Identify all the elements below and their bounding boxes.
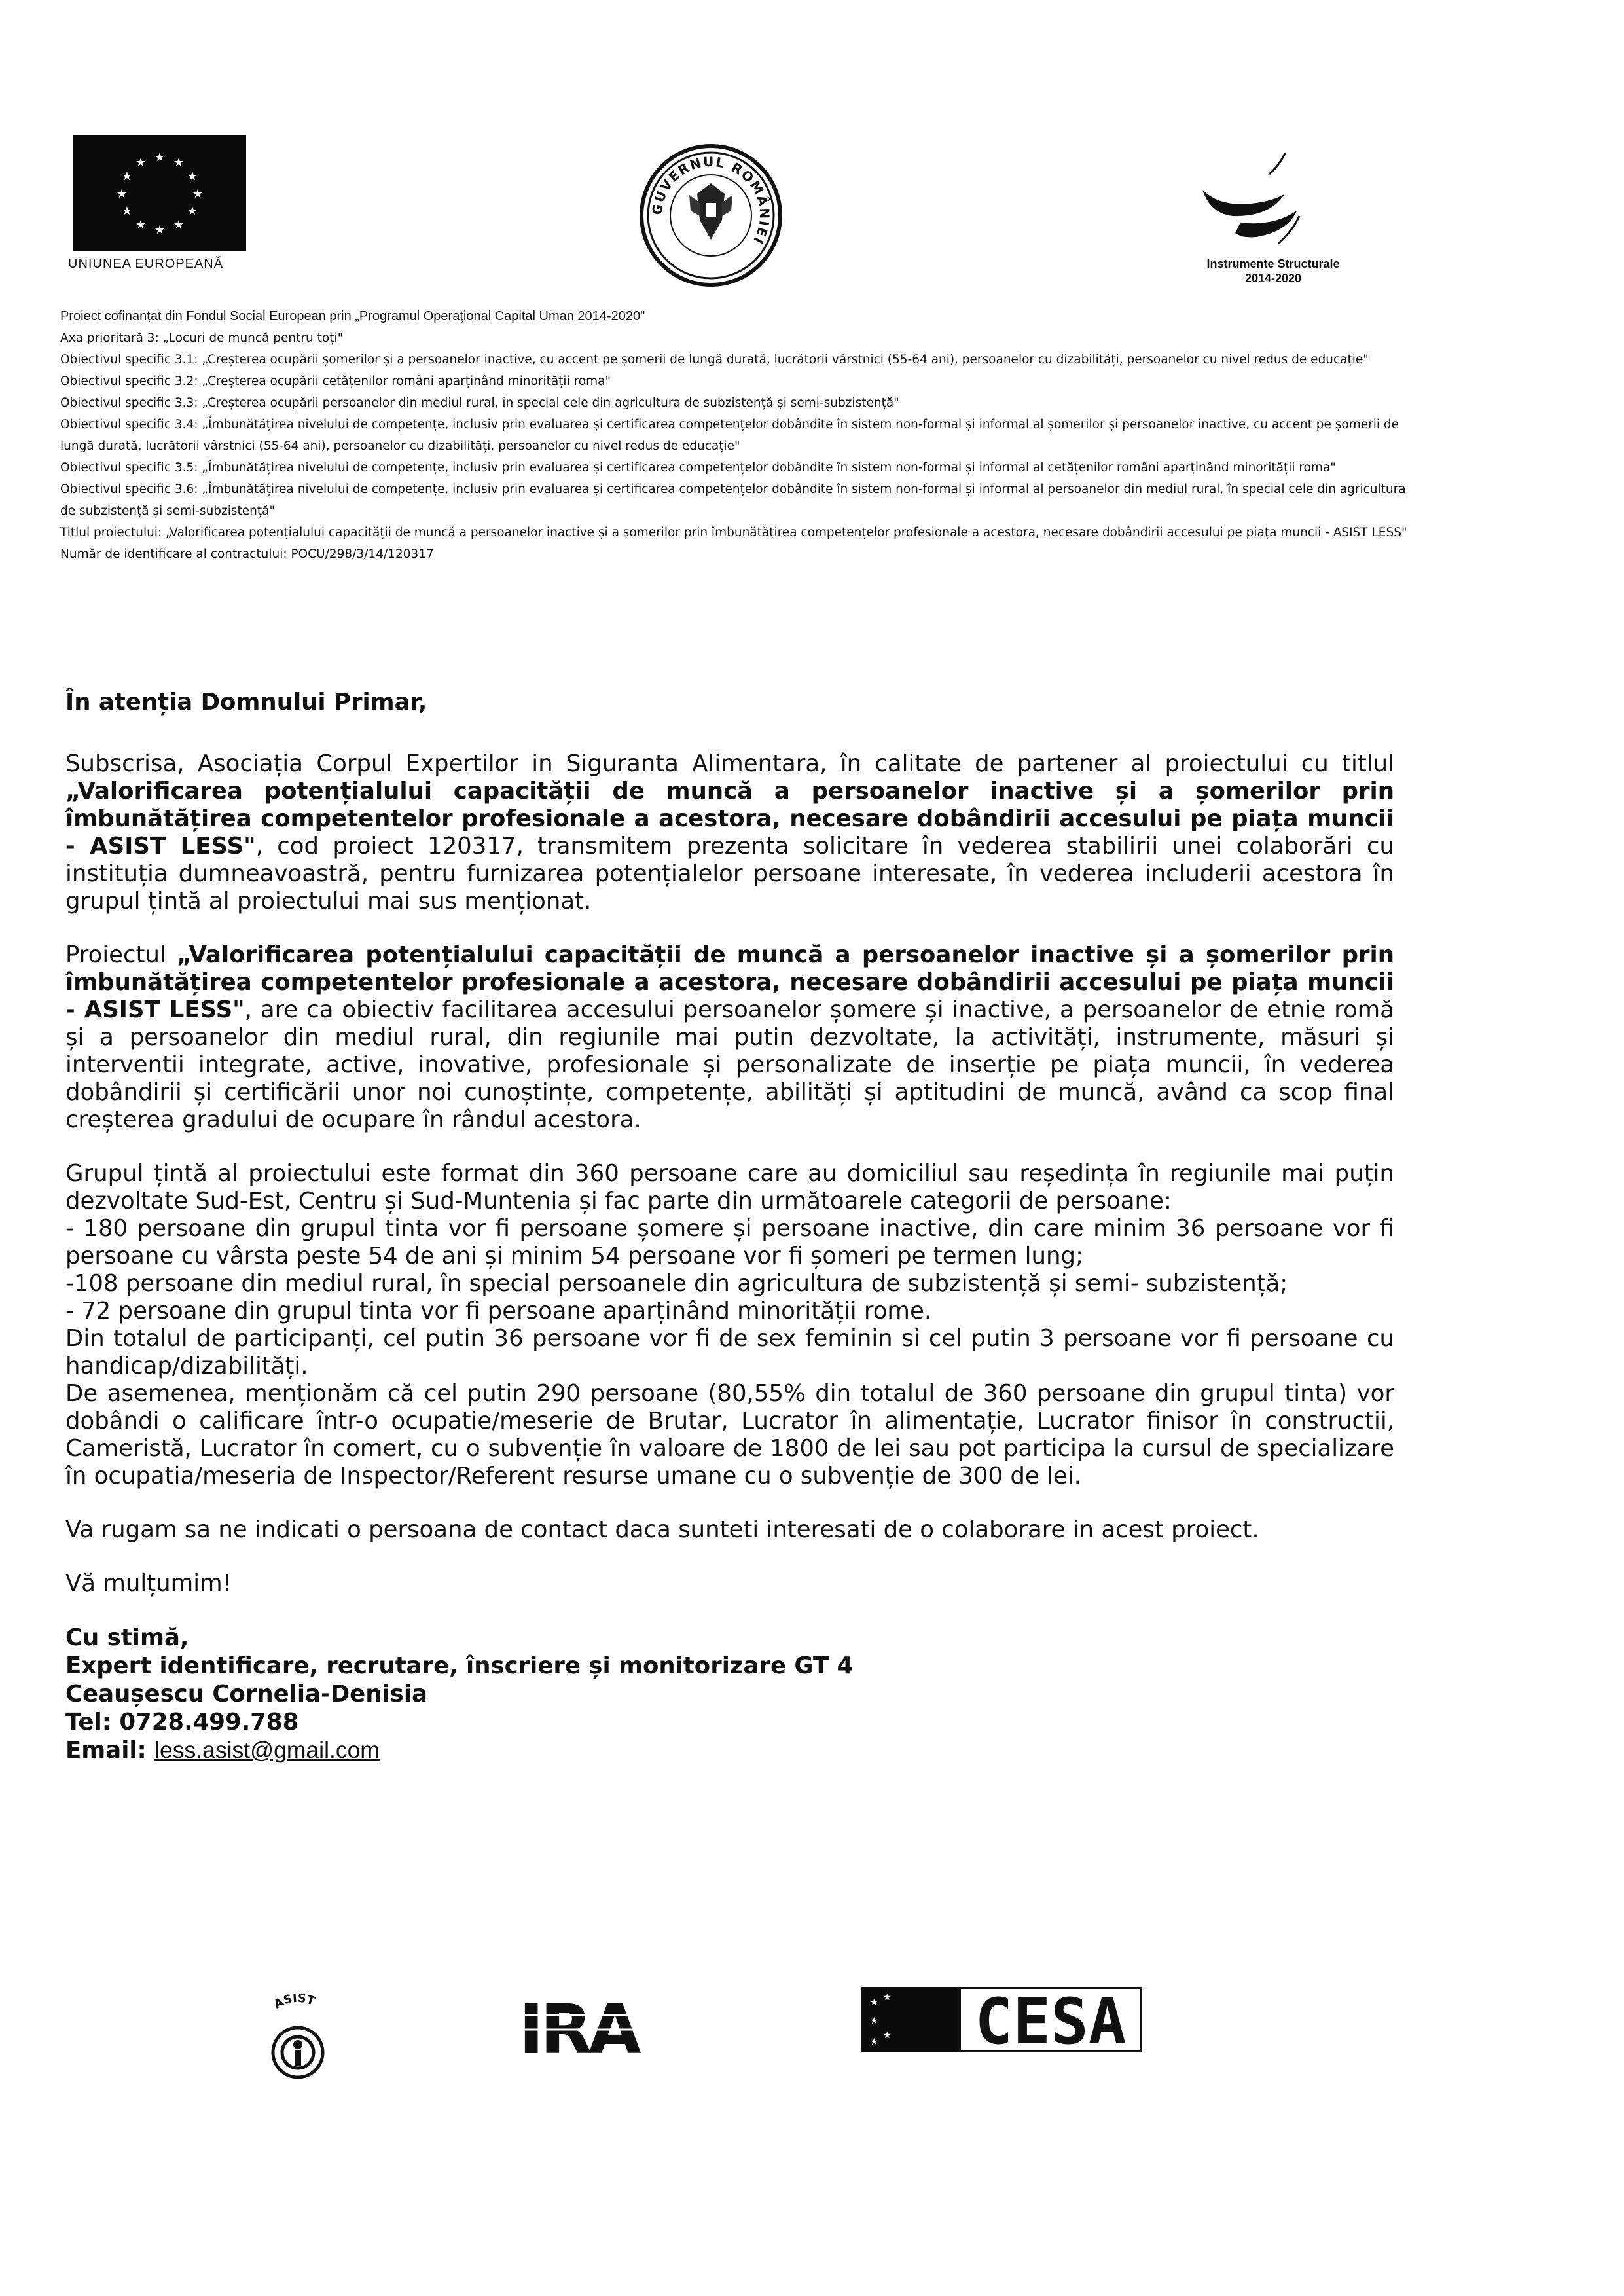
paragraph-introduction bbox=[65, 750, 1394, 915]
structural-instruments-logo bbox=[1201, 145, 1306, 257]
info-objective-3-1: Obiectivul specific 3.1: „Creșterea ocupării șomerilor și a persoanelor inactive, cu accent pe șomerii de lungă durată, lucrătorii vârstnici (55-64 ani), persoanelor cu dizabilități, persoanelor cu nivel redus de educație" bbox=[60, 353, 1369, 367]
eu-label: UNIUNEA EUROPEANĂ bbox=[68, 257, 224, 271]
target-group-participants: Din totalul de participanți, cel putin 36 persoane vor fi de sex feminin si cel putin 3 persoane vor fi persoane cu handicap/dizabilități. bbox=[65, 1325, 1394, 1379]
target-group-item-3: - 72 persoane din grupul tinta vor fi persoane aparținând minorității rome. bbox=[65, 1298, 932, 1324]
svg-text:★: ★ bbox=[870, 2037, 878, 2047]
info-objective-3-4: Obiectivul specific 3.4: „Îmbunătățirea nivelului de competențe, inclusiv prin evaluarea și certificarea competențelor dobândite în sistem non-formal și informal al șomerilor și persoanelor inactive, cu accent pe șomerii de lungă durată, lucrătorii vârstnici (55-64 ani), persoanelor cu dizabilități, persoanelor cu nivel redus de educație" bbox=[60, 418, 1399, 453]
info-objective-3-6: Obiectivul specific 3.6: „Îmbunătățirea nivelului de competențe, inclusiv prin evaluarea și certificarea competențelor dobândite în sistem non-formal și informal al persoanelor din mediul rural, în special cele din agricultura de subzistență și semi-subzistență" bbox=[60, 483, 1406, 518]
svg-text:★: ★ bbox=[154, 223, 166, 237]
paragraph-contact-request: Va rugam sa ne indicati o persoana de contact daca sunteti interesati de o colaborare in acest proiect. bbox=[65, 1516, 1259, 1543]
info-objective-3-5: Obiectivul specific 3.5: „Îmbunătățirea nivelului de competențe, inclusiv prin evaluarea și certificarea competențelor dobândite în sistem non-formal și informal al cetățenilor români aparținând minorității roma" bbox=[60, 461, 1336, 475]
target-group-intro: Grupul țintă al proiectului este format din 360 persoane care au domiciliul sau reședința în regiunile mai puțin dezvoltate Sud-Est, Centru și Sud-Muntenia și fac parte din următoarele categorii de persoane: bbox=[65, 1160, 1394, 1214]
email-line bbox=[65, 1736, 1394, 1764]
government-seal-logo bbox=[638, 143, 784, 288]
ira-logo-text: IRA bbox=[518, 1990, 638, 2061]
info-objective-3-2: Obiectivul specific 3.2: „Creșterea ocupării cetățenilor români aparținând minorității roma" bbox=[60, 374, 611, 388]
svg-text:★: ★ bbox=[187, 204, 198, 218]
target-group-qualification: De asemenea, menționăm că cel putin 290 persoane (80,55% din totalul de 360 persoane din grupul tinta) vor dobândi o calificare într-o ocupatie/meserie de Brutar, Lucrator în alimentație, Lucrator finisor în constructii, Cameristă, Lucrator în comert, cu o subvenție în valoare de 1800 de lei sau pot participa la cursul de specializare în ocupatia/meseria de Inspector/Referent resurse umane cu o subvenție de 300 de lei. bbox=[65, 1380, 1394, 1489]
thanks-text: Vă mulțumim! bbox=[65, 1570, 232, 1597]
signature-block bbox=[65, 1624, 1394, 1764]
intro-text-a: Subscrisa, Asociația Corpul Expertilor in Siguranta Alimentara, în calitate de partener al proiectului cu titlul bbox=[65, 750, 1394, 777]
svg-text:★: ★ bbox=[116, 187, 128, 201]
phone-number: 0728.499.788 bbox=[119, 1709, 299, 1736]
svg-text:★: ★ bbox=[121, 204, 133, 218]
asist-association-logo bbox=[249, 1979, 347, 2084]
is-label-line2: 2014-2020 bbox=[1244, 272, 1302, 285]
intro-text-b: , cod proiect 120317, transmitem prezenta solicitare în vederea stabilirii unei colaborări cu instituția dumneavoastră, pentru furnizarea potențialelor persoane interesate, în vederea includerii acestora în grupul țintă al proiectului mai sus menționat. bbox=[65, 833, 1394, 915]
info-cofinancing: Proiect cofinanțat din Fondul Social European prin „Programul Operațional Capital Uman 2014-2020" bbox=[60, 309, 645, 323]
asist-logo-text: ASIST bbox=[271, 1991, 317, 2012]
target-group-item-2: -108 persoane din mediul rural, în special persoanele din agricultura de subzistență și semi- subzistență; bbox=[65, 1270, 1288, 1297]
is-label-line1: Instrumente Structurale bbox=[1206, 257, 1340, 270]
email-label: Email: bbox=[65, 1737, 155, 1764]
svg-text:★: ★ bbox=[173, 218, 185, 232]
cesa-logo-text: CESA bbox=[975, 1987, 1127, 2052]
svg-text:★: ★ bbox=[192, 187, 204, 201]
intro-project-title: „Valorificarea potențialului capacității de muncă a persoanelor inactive și a șomerilor prin îmbunătățirea competentelor profesionale a acestora, necesare dobândirii accesului pe piața muncii - ASIST LESS" bbox=[65, 778, 1394, 860]
signer-name: Ceaușescu Cornelia-Denisia bbox=[65, 1681, 427, 1707]
svg-text:★: ★ bbox=[135, 156, 147, 170]
svg-text:★: ★ bbox=[883, 1992, 892, 2003]
phone-label: Tel: bbox=[65, 1709, 120, 1736]
svg-text:★: ★ bbox=[173, 156, 185, 170]
svg-text:★: ★ bbox=[135, 218, 147, 232]
signer-role: Expert identificare, recrutare, înscriere și monitorizare GT 4 bbox=[65, 1652, 854, 1679]
svg-text:ASIST bbox=[272, 1992, 317, 2012]
info-objective-3-3: Obiectivul specific 3.3: „Creșterea ocupării persoanelor din mediul rural, în special cele din agricultura de subzistență și semi-subzistență" bbox=[60, 396, 899, 410]
svg-text:★: ★ bbox=[883, 2030, 892, 2041]
letter-body bbox=[65, 689, 1394, 1764]
paragraph-objective bbox=[65, 941, 1394, 1134]
project-info-block bbox=[60, 306, 1415, 565]
ira-logo bbox=[513, 1989, 643, 2061]
paragraph-target-group bbox=[65, 1160, 1394, 1490]
svg-text:★: ★ bbox=[870, 1997, 878, 2008]
svg-text:★: ★ bbox=[121, 170, 133, 183]
objective-text-a: Proiectul bbox=[65, 941, 177, 968]
eu-flag-logo bbox=[73, 135, 246, 251]
salutation: În atenția Domnului Primar, bbox=[65, 689, 427, 716]
phone-line bbox=[65, 1708, 1394, 1736]
target-group-item-1: - 180 persoane din grupul tinta vor fi persoane șomere și persoane inactive, din care minim 36 persoane vor fi persoane cu vârsta peste 54 de ani și minim 54 persoane vor fi șomeri pe termen lung; bbox=[65, 1215, 1394, 1269]
closing-text: Cu stimă, bbox=[65, 1624, 189, 1651]
info-priority-axis: Axa prioritară 3: „Locuri de muncă pentru toți" bbox=[60, 331, 344, 345]
structural-instruments-label bbox=[1178, 257, 1368, 285]
svg-text:★: ★ bbox=[154, 151, 166, 164]
svg-text:★: ★ bbox=[187, 170, 198, 183]
objective-project-title: „Valorificarea potențialului capacității de muncă a persoanelor inactive și a șomerilor prin îmbunătățirea competentelor profesionale a acestora, necesare dobândirii accesului pe piața muncii - ASIST LESS" bbox=[65, 941, 1394, 1023]
email-link[interactable]: less.asist@gmail.com bbox=[154, 1737, 380, 1763]
cesa-logo bbox=[861, 1987, 1142, 2052]
info-project-title: Titlul proiectului: „Valorificarea potențialului capacității de muncă a persoanelor inactive și a șomerilor prin îmbunătățirea competențelor profesionale a acestora, necesare dobândirii accesului pe piața muncii - ASIST LESS" bbox=[60, 526, 1407, 539]
seal-text: GUVERNUL ROMÂNIEI bbox=[649, 153, 773, 247]
svg-text:★: ★ bbox=[870, 2016, 878, 2026]
objective-text-b: , are ca obiectiv facilitarea accesului persoanelor șomere și inactive, a persoanelor de etnie romă și a persoanelor din mediul rural, din regiunile mai putin dezvoltate, la activități, instrumente, măsuri și interventii integrate, active, inovative, profesionale și personalizate de inserție pe piața muncii, în vederea dobândirii și certificării unor noi cunoștințe, competențe, abilități și aptitudini de muncă, având ca scop final creșterea gradului de ocupare în rândul acestora. bbox=[65, 996, 1394, 1133]
info-contract-id: Număr de identificare al contractului: POCU/298/3/14/120317 bbox=[60, 547, 434, 561]
